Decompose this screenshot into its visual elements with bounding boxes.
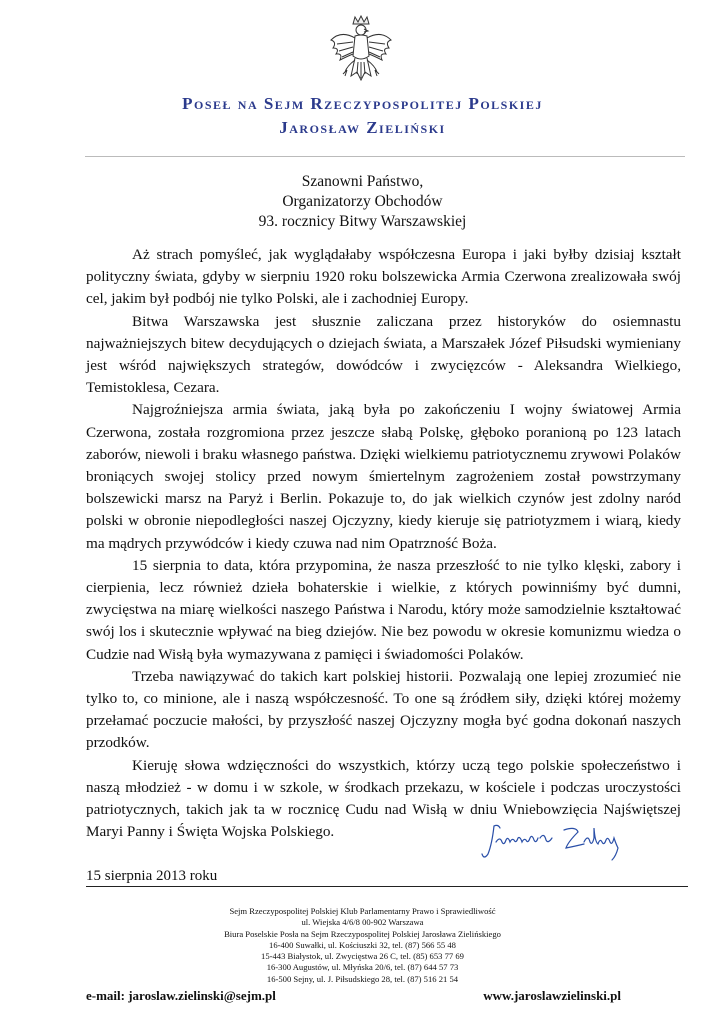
paragraph: 15 sierpnia to data, która przypomina, że nasza przeszłość to nie tylko klęski, zabory i cierpienia, lecz również dzieła bohaterskie i wielkie, z których powinniśmy być dumni, zwycięstwa na miarę wielkości naszego Państwa i Narodu, który może samodzielnie kształtować swój los i skutecznie wpływać na bieg dziejów. Nie bez powodu w okresie komunizmu wiedza o Cudzie nad Wisłą była wymazywana z pamięci i świadomości Polaków. [86,556,681,663]
contact-website: www.jaroslawzielinski.pl [483,988,621,1003]
footer-line: ul. Wiejska 4/6/8 00-902 Warszawa [301,917,424,928]
header-name: Jarosław Zieliński [279,118,446,137]
footer-line: 16-300 Augustów, ul. Młyńska 20/6, tel. (87) 644 57 73 [266,962,459,973]
footer-line: 16-400 Suwałki, ul. Kościuszki 32, tel. (87) 566 55 48 [269,939,456,950]
salutation-line: 93. rocznicy Bitwy Warszawskiej [258,213,467,230]
salutation [0,172,725,232]
handwritten-signature [480,820,630,866]
salutation-line: Szanowni Państwo, [301,173,424,190]
footer-line: 16-500 Sejny, ul. J. Piłsudskiego 28, tel. (87) 516 21 54 [266,973,459,984]
paragraph: Aż strach pomyśleć, jak wyglądałaby współczesna Europa i jaki byłby dzisiaj kształt polityczny świata, gdyby w sierpniu 1920 roku bolszewicka Armia Czerwona zrealizowała swój cel, jakim był podbój nie tylko Polski, ale i zachodniej Europy. [86,246,681,308]
paragraph: Kieruję słowa wdzięczności do wszystkich, którzy uczą tego polskie społeczeństwo i naszą młodzież - w domu i w szkole, w środkach przekazu, w kościele i podczas uroczystości patriotycznych, takich jak ta w rocznicę Cudu nad Wisłą w dniu Wniebowzięcia Najświętszej Maryi Panny i Święta Wojska Polskiego. [86,756,681,841]
polish-eagle-emblem-icon [327,14,395,92]
footer-line: Sejm Rzeczypospolitej Polskiej Klub Parlamentarny Prawo i Sprawiedliwość [229,906,496,916]
footer-divider [86,886,688,887]
salutation-line: Organizatorzy Obchodów [282,193,443,210]
footer-addresses [0,906,725,985]
header-divider [85,156,685,157]
letter-body [86,244,681,843]
contact-email: e-mail: jaroslaw.zielinski@sejm.pl [86,988,276,1003]
footer-line: Biura Poselskie Posła na Sejm Rzeczypospolitej Polskiej Jarosława Zielińskiego [224,928,501,939]
paragraph: Trzeba nawiązywać do takich kart polskiej historii. Pozwalają one lepiej zrozumieć nie tylko to, co minione, ale i naszą współczesność. To one są źródłem siły, dzięki której możemy przełamać poczucie małości, by przyszłość naszej Ojczyzny mogła być godna dokonań naszych przodków. [86,667,681,752]
footer-line: 15-443 Białystok, ul. Zwycięstwa 26 C, tel. (85) 653 77 69 [261,951,464,962]
paragraph: Bitwa Warszawska jest słusznie zaliczana przez historyków do osiemnastu najważniejszych bitew decydujących o dziejach świata, a Marszałek Józef Piłsudski wymieniany jest wśród największych strategów, dowódców i zwycięzców - Aleksandra Wielkiego, Temistoklesa, Cezara. [86,312,681,397]
letter-date: 15 sierpnia 2013 roku [86,868,218,884]
header-title: Poseł na Sejm Rzeczypospolitej Polskiej [182,94,543,113]
paragraph: Najgroźniejsza armia świata, jaką była po zakończeniu I wojny światowej Armia Czerwona, została rozgromiona przez jeszcze słabą Polskę, głęboko poranioną po 123 latach zaborów, niewoli i braku własnego państwa. Dzięki wielkiemu patriotycznemu zrywowi Polaków broniących swojej stolicy przed nowym śmiertelnym zagrożeniem został powstrzymany bolszewicki marsz na Paryż i Berlin. Pokazuje to, do jak wielkich czynów jest zdolny naród polski w obronie niepodległości naszej Ojczyzny, kiedy kieruje się patriotyzmem i wiarą, kiedy ma mądrych przywódców i kiedy czuwa nad nim Opatrzność Boża. [86,401,681,552]
